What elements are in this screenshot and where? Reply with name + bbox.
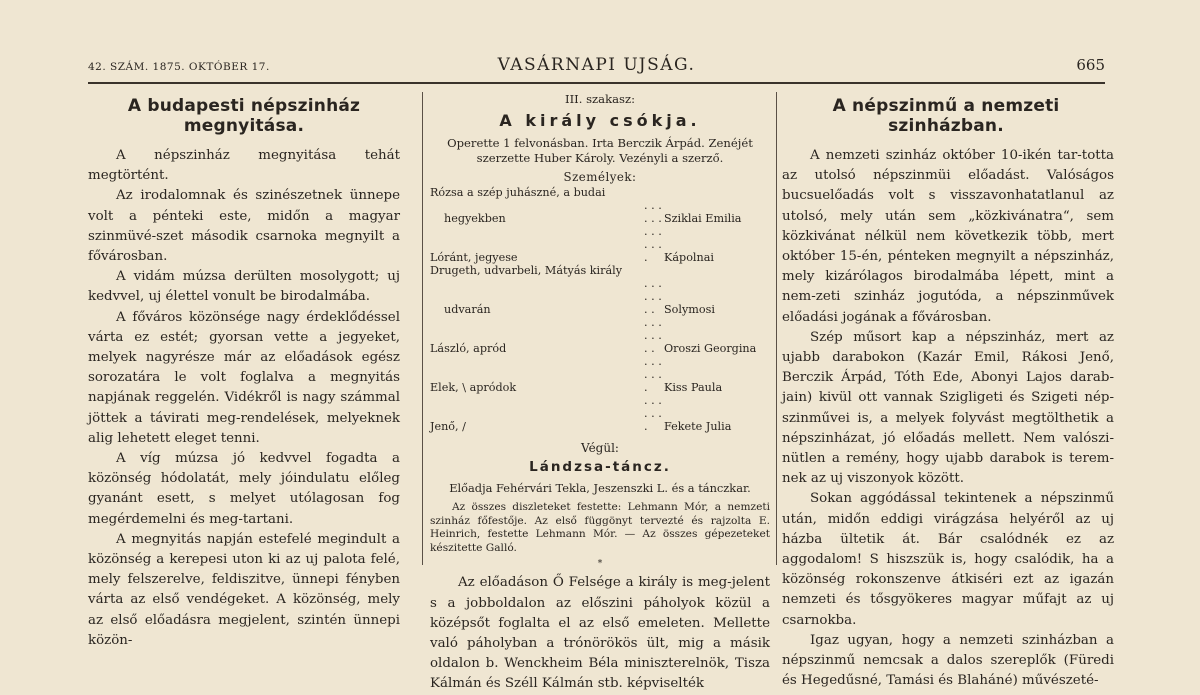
section-label: III. szakasz:: [565, 92, 635, 106]
cast-actor: Fekete Julia: [664, 420, 732, 433]
table-row: [430, 264, 770, 277]
table-row: [430, 394, 770, 433]
paragraph: A nemzeti szinház október 10-ikén tar-totta az utolsó népszinmüi előadást. Valóságos bucsuelőadás volt s visszavonhatatlanul az utolsó, mely után sem „közkivánatra“, sem közkivánat nélkül nem következik több, mert október 15-én, pénteken megnyilt a népszinház, mely kizárólagos birodalmába lépett, mint a nem-zeti szinház jogutóda, a népszinművek előadási jogának a fővárosban.: [782, 148, 1114, 325]
cast-role: László, apród: [430, 342, 507, 355]
cast-dots: . . . . . . . .: [644, 277, 662, 316]
cast-role-line: Rózsa a szép juhászné, a budai: [430, 186, 606, 199]
program-listing: [430, 90, 770, 692]
paragraph: A megnyitás napján estefelé megindult a közönség a kerepesi uton ki az uj palota felé, mely felszerelve, feldiszitve, ünnepi fényben várta az első vendégeket. A közönség, mely az első előadásra megjelent, szintén ünnepi közön-: [88, 531, 400, 648]
cast-actor: Oroszi Georgina: [664, 342, 757, 355]
play-subtitle: Operette 1 felvonásban. Irta Berczik Árpád. Zenéjét szerzette Huber Károly. Vezényli a szerző.: [447, 136, 753, 165]
performers: Előadja Fehérvári Tekla, Jeszenszki L. és a tánczkar.: [449, 481, 751, 495]
separator-star: *: [597, 559, 603, 570]
cast-role: hegyekben: [444, 212, 506, 225]
article-nepszinmu-national-theatre: [782, 90, 1114, 689]
paragraph: A népszinház megnyitása tehát megtörtént.: [88, 148, 400, 184]
table-row: [430, 316, 770, 355]
page-header: [88, 52, 1105, 84]
paragraph: A vidám múzsa derülten mosolygott; uj kedvvel, uj élettel vonult be birodalmába.: [88, 269, 400, 305]
cast-actor: Kiss Paula: [664, 381, 723, 394]
cast-role: Lóránt, jegyese: [430, 251, 518, 264]
cast-role-line: Drugeth, udvarbeli, Mátyás király: [430, 264, 623, 277]
column-divider-right: [776, 92, 777, 565]
article-title: A népszinmű a nemzeti szinházban.: [832, 96, 1060, 136]
cast-actor: Kápolnai: [664, 251, 714, 264]
table-row: [430, 277, 770, 316]
cast-actor: Sziklai Emilia: [664, 212, 742, 225]
play-title: A király csókja.: [499, 111, 701, 130]
paragraph: A főváros közönsége nagy érdeklődéssel várta ez estét; gyorsan vette a jegyeket, melyek nagyrésze már az előadások egész sorozatára le volt foglalva a megnyitás napjának reggelén. Vidékről is nagy számmal jöttek a távirati meg-rendelések, melyeknek alig lehetett eleget tenni.: [88, 309, 400, 446]
paragraph: Az irodalomnak és szinészetnek ünnepe volt a pénteki este, midőn a magyar szinmüvé-szet második csarnoka megnyilt a fővárosban.: [88, 188, 400, 265]
cast-role: Jenő, /: [430, 420, 466, 433]
article-title: A budapesti népszinház megnyitása.: [127, 96, 361, 136]
paragraph: Igaz ugyan, hogy a nemzeti szinházban a népszinmű nemcsak a dalos szereplők (Füredi és Hegedűsné, Tamási és Blaháné) művészeté-: [782, 632, 1114, 689]
cast-role: udvarán: [444, 303, 491, 316]
cast-dots: . . . . . . . .: [644, 316, 662, 355]
paragraph: Sokan aggódással tekintenek a népszinmű után, midőn eddigi virágzása helyéről az uj házba ültetik át. Bár csalódnék ez az aggodalom! S hiszszük is, hogy csalódik, ha a közönség rokonszenve átkiséri ezt az igazán nemzeti és tősgyökeres magyar műfajt az uj csarnokba.: [782, 491, 1114, 628]
paragraph: Az előadáson Ő Felsége a király is meg-jelent s a jobboldalon az előszini páholyok közül a középsőt foglalta el az első emeleten. Mellette való páholyban a trónörökös ült, mig a másik oldalon b. Wenckheim Béla miniszterelnök, Tisza Kálmán és Széll Kálmán stb. képviselték: [430, 575, 770, 692]
article-nepszinhaz-opening: [88, 90, 400, 648]
finally-label: Végül:: [581, 441, 619, 455]
dance-title: Lándzsa-táncz.: [529, 459, 671, 475]
table-row: [430, 355, 770, 394]
column-divider-left: [422, 92, 423, 565]
page-number: 665: [1076, 56, 1105, 74]
paragraph: Szép műsort kap a népszinház, mert az ujabb darabokon (Kazár Emil, Rákosi Jenő, Berczik Árpád, Tóth Ede, Abonyi Lajos darab-jain) kivül ott vannak Szigligeti és Szigeti nép-szinművei is, a melyek folyvást megtölthetik a népszinházat, jó előadás mellett. Nem valószi-nütlen a remény, hogy ujabb darabok is terem-nek az uj viszonyok között.: [782, 329, 1114, 487]
table-row: [430, 225, 770, 264]
paragraph: A víg múzsa jó kedvvel fogadta a közönség hódolatát, mely jóindulatu előleg gyanánt esett, s melyet utólagosan fog megérdemelni és meg-tartani.: [88, 451, 400, 527]
cast-actor: Solymosi: [664, 303, 715, 316]
paper-name: VASÁRNAPI UJSÁG.: [497, 55, 696, 75]
cast-table: [430, 186, 770, 433]
cast-heading: Személyek:: [563, 170, 637, 184]
cast-dots: . . . . . . .: [644, 355, 662, 394]
credits: Az összes diszleteket festette: Lehmann Mór, a nemzeti szinház főfestője. Az első függönyt tervezté és rajzolta E. Heinrich, festette Lehmann Mór. — Az összes gépezeteket készitette Galló.: [430, 501, 770, 554]
issue-date: 42. SZÁM. 1875. OKTÓBER 17.: [88, 61, 270, 73]
cast-dots: . . . . . . .: [644, 225, 662, 264]
cast-dots: . . . . . . .: [644, 394, 662, 433]
table-row: [430, 199, 770, 225]
cast-dots: . . . . . .: [644, 199, 662, 225]
cast-role: Elek, \ apródok: [430, 381, 517, 394]
table-row: [430, 186, 770, 199]
